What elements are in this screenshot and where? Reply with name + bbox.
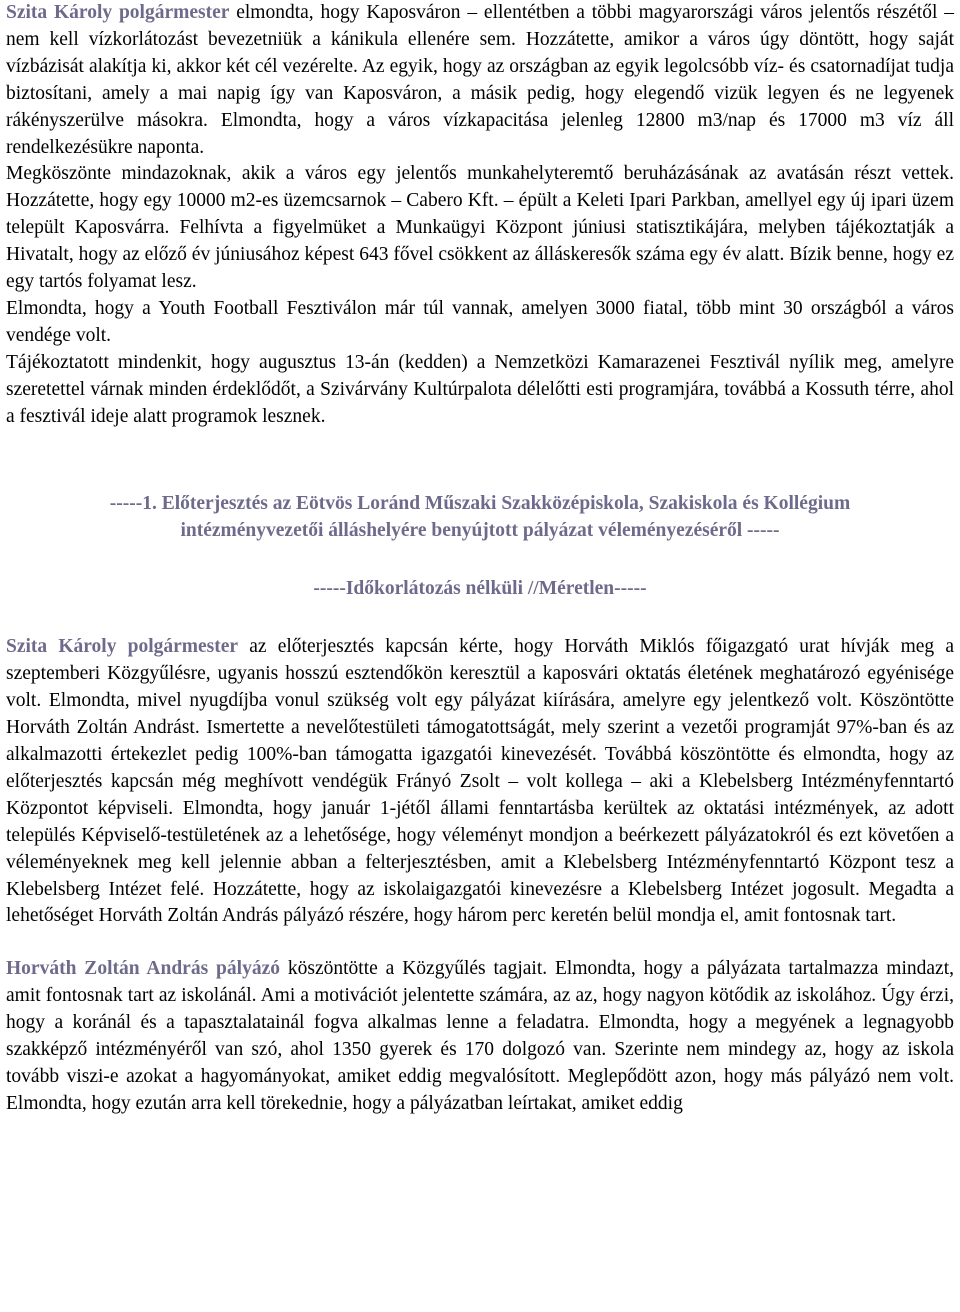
paragraph-text: elmondta, hogy Kaposváron – ellentétben a többi magyarországi város jelentős részétől – nem kell vízkorlátozást bevezetniük a kánikula ellenére sem. Hozzátette, amikor a város úgy döntött, hogy saját vízbázisát alakítja ki, akkor két cél vezérelte. Az egyik, hogy az országban az egyik legolcsóbb víz- és csatornadíjat tudja biztosítani, amely a mai napig így van Kaposváron, a másik pedig, hogy elegendő vizük legyen és ne legyenek rákényszerülve másokra. Elmondta, hogy a város vízkapacitása jelenleg 12800 m3/nap és 17000 m3 víz áll rendelkezésükre naponta.: [6, 2, 955, 158]
paragraph: Elmondta, hogy a Youth Football Fesztiválon már túl vannak, amelyen 3000 fiatal, több mint 30 országból a város vendége volt.: [6, 297, 954, 346]
section-title: [6, 490, 954, 544]
paragraph-text: köszöntötte a Közgyűlés tagjait. Elmondta, hogy a pályázata tartalmazza mindazt, amit fontosnak tart az iskolánál. Ami a motivációt jelentette számára, az az, hogy nagyon kötődik az iskolához. Úgy érzi, hogy a koránál és a tapasztalatainál fogva alkalmas lenne a feladatra. Elmondta, hogy a megyének a legnagyobb szakképző intézményéről van szó, ahol 1350 gyerek és 170 dolgozó van. Szerinte nem mindegy az, hogy az iskola tovább viszi-e azokat a hagyományokat, amiket eddig megvalósított. Meglepődött azon, hogy más pályázó nem volt. Elmondta, hogy ezután arra kell törekednie, hogy a pályázatban leírtakat, amiket eddig: [6, 958, 954, 1114]
timing-note: -----Időkorlátozás nélküli //Méretlen-----: [313, 577, 647, 599]
paragraph-text: az előterjesztés kapcsán kérte, hogy Horváth Miklós főigazgató urat hívják meg a szeptemberi Közgyűlésre, ugyanis hosszú esztendőkön keresztül a kaposvári oktatás életének meghatározó egyénisége volt. Elmondta, mivel nyugdíjba vonul szükség volt egy pályázat kiírására, amelyre egy jelentkező volt. Köszöntötte Horváth Zoltán Andrást. Ismertette a nevelőtestületi támogatottságát, mely szerint a vezetői programját 97%-ban és az alkalmazotti értekezlet pedig 100%-ban támogatta igazgatói kinevezését. Továbbá köszöntötte és elmondta, hogy az előterjesztés kapcsán még meghívott vendégük Frányó Zsolt – volt kollega – aki a Klebelsberg Intézményfenntartó Központot képviseli. Elmondta, hogy január 1-jétől állami fenntartásba kerültek az oktatási intézmények, az adott település Képviselő-testületének az a lehetősége, hogy véleményt mondjon a beérkezett pályázatokról és ezt követően a véleményeknek meg kell jelennie abban a felterjesztésben, amit a Klebelsberg Intézményfenntartó Központ tesz a Klebelsberg Intézet felé. Hozzátette, hogy az iskolaigazgatói kinevezésre a Klebelsberg Intézet jogosult. Megadta a lehetőséget Horváth Zoltán András pályázó részére, hogy három perc keretén belül mondja el, amit fontosnak tart.: [6, 636, 954, 927]
speaker-name: Horváth Zoltán András pályázó: [6, 958, 280, 980]
speaker-name: Szita Károly polgármester: [6, 636, 239, 658]
paragraph: Megköszönte mindazoknak, akik a város egy jelentős munkahelyteremtő beruházásának az avatásán részt vettek. Hozzátette, hogy egy 10000 m2-es üzemcsarnok – Cabero Kft. – épült a Keleti Ipari Parkban, amellyel egy új ipari üzem települt Kaposvárra. Felhívta a figyelmüket a Munkaügyi Központ júniusi statisztikájára, melyben tájékoztatják a Hivatalt, hogy az előző év júniusához képest 643 fővel csökkent az álláskeresők száma egy év alatt. Bízik benne, hogy ez egy tartós folyamat lesz.: [6, 163, 954, 293]
section-title-line: -----1. Előterjesztés az Eötvös Loránd Műszaki Szakközépiskola, Szakiskola és Kollégium: [109, 492, 851, 514]
document-page: [6, 0, 954, 1118]
speaker-name: Szita Károly polgármester: [6, 2, 230, 23]
paragraph: [6, 634, 954, 930]
section-title-line: intézményvezetői álláshelyére benyújtott pályázat véleményezéséről -----: [180, 519, 780, 541]
paragraph: Tájékoztatott mindenkit, hogy augusztus 13-án (kedden) a Nemzetközi Kamarazenei Fesztivál nyílik meg, amelyre szeretettel várnak minden érdeklődőt, a Szivárvány Kultúrpalota délelőtti esti programjára, továbbá a Kossuth térre, ahol a fesztivál ideje alatt programok lesznek.: [6, 351, 954, 427]
paragraph: [6, 956, 954, 1117]
paragraph: [6, 0, 954, 161]
